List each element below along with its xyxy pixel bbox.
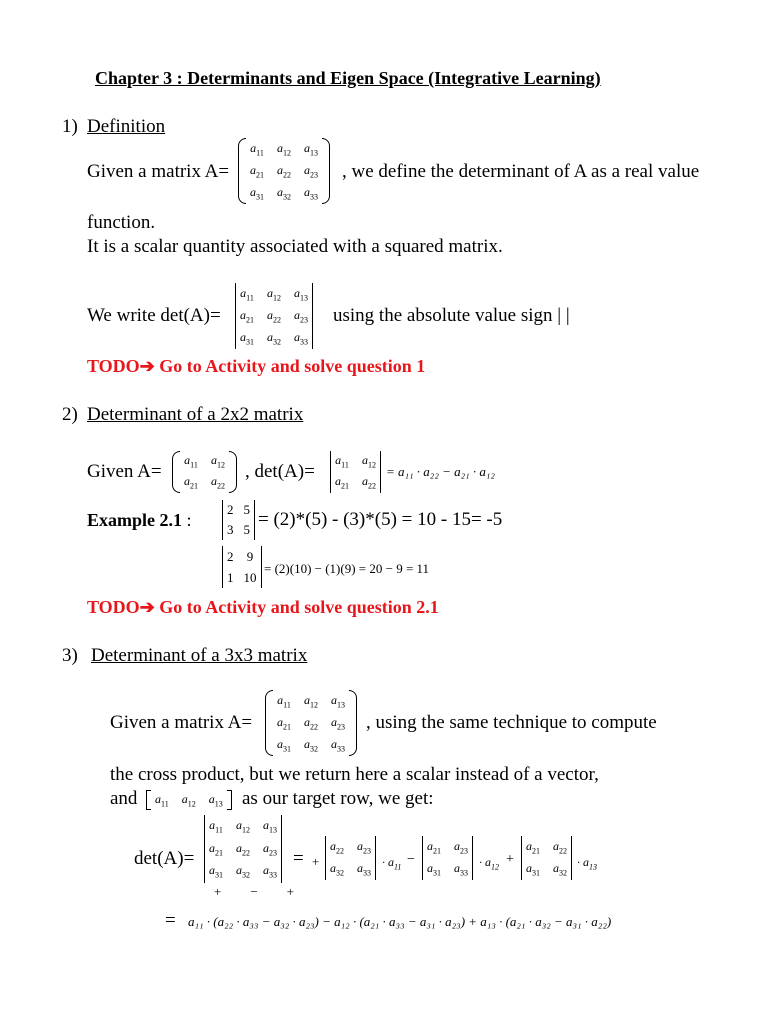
absolute-value-text: using the absolute value sign | |: [333, 305, 570, 326]
definition-given-text: Given a matrix A=: [87, 161, 230, 182]
section-1-heading: Definition: [87, 116, 166, 137]
matrix-entry: $a_{31}$: [240, 329, 254, 347]
matrix-entry: $a_{33}$: [454, 860, 468, 878]
minus-sign: −: [407, 852, 415, 867]
matrix-entry: $a_{31}$: [526, 860, 540, 878]
matrix-entry: $a_{23}$: [331, 714, 345, 732]
matrix-entry: 10: [243, 569, 257, 585]
example-2-result: = (2)(10) − (1)(9) = 20 − 9 = 11: [264, 561, 430, 576]
matrix-entry: $a_{12}$: [362, 453, 376, 470]
page-title: Chapter 3 : Determinants and Eigen Space (Integrative Learning): [95, 68, 601, 88]
det-entries-2: [205, 815, 281, 883]
matrix-entry: $a_{31}$: [427, 860, 441, 878]
section-3-number: 3): [62, 645, 78, 666]
minor-1: [325, 836, 376, 880]
matrix-entry: 2: [227, 502, 234, 517]
det-a-label: , det(A)=: [245, 461, 315, 482]
matrix-entry: $a_{12}$: [236, 818, 250, 835]
matrix-entry: $a_{23}$: [454, 838, 468, 856]
final-equals: =: [165, 910, 176, 931]
matrix-entry: $a_{22}$: [267, 307, 281, 325]
matrix-entry: $a_{11}$: [240, 285, 254, 303]
matrix-entry: $a_{13}$: [294, 285, 308, 303]
matrix-entry: $a_{33}$: [304, 184, 318, 202]
ex2-entries: [223, 546, 261, 588]
matrix-entry: $a_{21}$: [335, 474, 349, 491]
example-1-result: = (2)*(5) - (3)*(5) = 10 - 15= -5: [258, 509, 503, 530]
matrix2-entries: [180, 451, 229, 493]
matrix-entry: $a_{11}$: [209, 818, 223, 835]
definition-function-text: function.: [87, 212, 156, 233]
matrix-entry: $a_{13}$: [304, 140, 318, 158]
section-2-heading: Determinant of a 2x2 matrix: [87, 404, 304, 425]
det-a-3x3: [235, 283, 313, 349]
matrix-entry: $a_{11}$: [155, 791, 169, 809]
matrix-entry: $a_{22}$: [304, 714, 318, 732]
given-3x3-text: Given a matrix A=: [110, 712, 253, 733]
matrix-entry: $a_{21}$: [526, 838, 540, 856]
matrix-entry: $a_{11}$: [250, 140, 264, 158]
matrix-entry: 3: [227, 522, 234, 537]
given-a-2x2-text: Given A=: [87, 461, 162, 482]
matrix-entry: $a_{32}$: [553, 860, 567, 878]
matrix-entry: $a_{32}$: [330, 860, 344, 878]
matrix-entry: 5: [243, 502, 250, 517]
matrix-entry: $a_{33}$: [294, 329, 308, 347]
matrix-entry: $a_{13}$: [208, 791, 223, 809]
matrix-entry: $a_{33}$: [331, 736, 345, 754]
matrix-entry: $a_{22}$: [553, 838, 567, 856]
minor1-entries: [326, 836, 375, 880]
matrix-entry: $a_{21}$: [427, 838, 441, 856]
write-det-text: We write det(A)=: [87, 305, 221, 326]
matrix-entries-2: [273, 690, 349, 756]
matrix-entry: $a_{23}$: [357, 838, 371, 856]
matrix-entry: $a_{23}$: [304, 162, 318, 180]
matrix-entry: $a_{13}$: [263, 818, 277, 835]
minor-2: [422, 836, 473, 880]
matrix-entry: $a_{31}$: [277, 736, 291, 754]
technique-text: , using the same technique to compute: [366, 712, 657, 733]
matrix-entry: $a_{12}$: [277, 140, 291, 158]
matrix-entry: $a_{22}$: [277, 162, 291, 180]
matrix-entry: 5: [243, 522, 250, 537]
matrix-entry: $a_{21}$: [209, 840, 223, 858]
matrix-entry: 1: [227, 569, 234, 585]
plus-sign-2: +: [506, 852, 514, 867]
cofactor-signs: + − +: [214, 884, 294, 899]
det2-entries: [331, 451, 380, 493]
matrix-entry: $a_{22}$: [236, 840, 250, 858]
definition-scalar-text: It is a scalar quantity associated with a squared matrix.: [87, 236, 503, 257]
matrix-entry: $a_{11}$: [335, 453, 349, 470]
det-entries: [236, 283, 312, 349]
example-1-matrix: [222, 500, 255, 540]
definition-post-text: , we define the determinant of A as a real value: [342, 161, 700, 182]
matrix-a-3x3: [238, 138, 330, 204]
matrix-entry: $a_{22}$: [211, 474, 225, 491]
matrix-entry: $a_{22}$: [330, 838, 344, 856]
matrix-entry: $a_{31}$: [209, 863, 223, 880]
expansion-equals: =: [293, 848, 304, 869]
row-entries: [151, 790, 227, 810]
matrix-entry: $a_{12}$: [267, 285, 281, 303]
matrix-entry: $a_{12}$: [181, 791, 196, 809]
matrix-entry: $a_{32}$: [236, 863, 250, 880]
minor3-entries: [522, 836, 571, 880]
matrix-entry: $a_{21}$: [240, 307, 254, 325]
matrix-entry: $a_{31}$: [250, 184, 264, 202]
ex1-entries: [223, 500, 254, 540]
matrix-entry: $a_{11}$: [184, 453, 198, 470]
matrix-entry: 9: [246, 548, 254, 564]
cross-product-text: the cross product, but we return here a scalar instead of a vector,: [110, 764, 599, 785]
example-2-matrix: [222, 546, 262, 588]
coefficient-a12: · $a_{12}$: [479, 855, 499, 872]
matrix-entry: $a_{21}$: [250, 162, 264, 180]
matrix-entry: 2: [227, 548, 234, 564]
todo-question-2-1: TODO➔ Go to Activity and solve question 2.1: [87, 597, 439, 617]
minor-3: [521, 836, 572, 880]
matrix-entry: $a_{12}$: [211, 453, 225, 470]
matrix-entry: $a_{32}$: [267, 329, 281, 347]
matrix-entry: $a_{11}$: [277, 692, 291, 710]
matrix-a-3x3-second: [265, 690, 357, 756]
target-row-vector: [146, 790, 232, 810]
section-1-number: 1): [62, 116, 78, 137]
matrix-entry: $a_{33}$: [263, 863, 277, 880]
det-a-2x2: [330, 451, 381, 493]
matrix-entry: $a_{21}$: [277, 714, 291, 732]
det-2x2-formula: = a₁₁ · a₂₂ − a₂₁ · a₁₂: [386, 464, 495, 479]
matrix-entry: $a_{21}$: [184, 474, 198, 491]
matrix-entry: $a_{12}$: [304, 692, 318, 710]
section-2-number: 2): [62, 404, 78, 425]
section-3-heading: Determinant of a 3x3 matrix: [91, 645, 308, 666]
final-expansion-formula: a₁₁ · (a₂₂ · a₃₃ − a₃₂ · a₂₃) − a₁₂ · (a₂₁ · a₃₃ − a₃₁ · a₂₃) + a₁₃ · (a₂₁ · a₃₂ − a₃₁ · a₂₂): [188, 914, 612, 929]
matrix-entry: $a_{23}$: [294, 307, 308, 325]
example-label: Example 2.1 :: [87, 510, 192, 530]
matrix-entry: $a_{32}$: [277, 184, 291, 202]
det-a-3x3-expansion: [204, 815, 282, 883]
det-a-3x3-label: det(A)=: [134, 848, 195, 869]
coefficient-a13: · $a_{13}$: [577, 855, 597, 872]
matrix-entries: [246, 138, 322, 204]
matrix-entry: $a_{13}$: [331, 692, 345, 710]
matrix-entry: $a_{32}$: [304, 736, 318, 754]
plus-sign-1: +: [312, 854, 320, 869]
matrix-entry: $a_{22}$: [362, 474, 376, 491]
minor2-entries: [423, 836, 472, 880]
and-text: and: [110, 788, 138, 809]
matrix-entry: $a_{23}$: [263, 840, 277, 858]
target-row-text: as our target row, we get:: [242, 788, 434, 809]
matrix-entry: $a_{33}$: [357, 860, 371, 878]
matrix-a-2x2: [172, 451, 237, 493]
todo-question-1: TODO➔ Go to Activity and solve question 1: [87, 356, 426, 376]
coefficient-a11: · $a_{11}$: [382, 855, 402, 872]
